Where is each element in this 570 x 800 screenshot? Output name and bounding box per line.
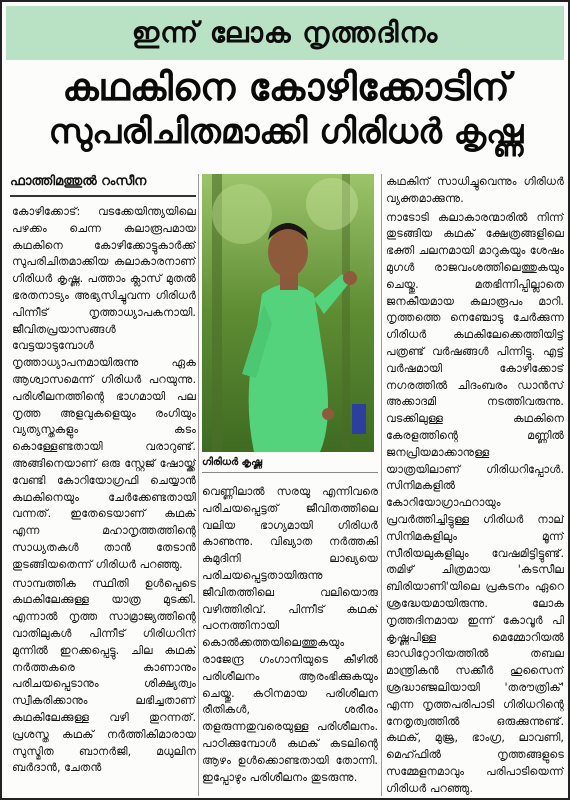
dancer-photo [202,174,374,452]
article-column-2 [202,484,378,794]
byline: ഫാത്തിമത്തുൽ റംസീന [10,174,196,197]
column-divider [381,174,382,796]
paragraph: വെണ്ണിലാൽ സരയു എന്നിവരെ പരിചയപ്പെട്ടത് ജീവിതത്തിലെ വലിയ ഭാഗ്യമായി ഗിരിധർ കാണുന്നു. വിഖ്യാത നർത്തകി കുമുദിനി ലാഖ്യയെ പരിചയപ്പെട്ടതായിരുന്നു ജീവിതത്തിലെ വലിയൊരു വഴിത്തിരിവ്. പിന്നീട് കഥക് പഠനത്തിനായി കൊൽക്കത്തയിലെത്തുകയും രാജേന്ദ്ര ഗംഗാനിയുടെ കീഴിൽ പരിശീലനം ആരംഭിക്കുകയും ചെയ്തു. കഠിനമായ പരിശീലന രീതികൾ, ശരീരം തളരുന്നതുവരെയുള്ള പരിശീലനം. പാഠിക്കുമ്പോൾ കഥക് കടലിന്റെ ആഴം ഉൾക്കൊണ്ടതായി തോന്നി. ഇപ്പോഴും പരിശീലനം തുടരുന്നു. [202,485,378,784]
article-column-3 [386,174,564,796]
paragraph: കോഴിക്കോട്: വടക്കേയിന്ത്യയിലെ പഴക്കം ചെന്ന കലാരൂപമായ കഥകിനെ കോഴിക്കോട്ടുകാർക്ക് സുപരിചിതമാക്കിയ കലാകാരനാണ് ഗിരിധർ കൃഷ്ണ. പത്താം ക്ലാസ് മുതൽ ഭരതനാട്യം അഭ്യസിച്ചുവന്ന ഗിരിധർ പിന്നീട് നൃത്താധ്യാപകനായി. ജീവിതപ്രയാസങ്ങൾ വേട്ടയാടുമ്പോൾ നൃത്താധ്യാപനമായിരുന്നു ഏക ആശ്വാസമെന്ന് ഗിരിധർ പറയുന്നു. പരിശീലനത്തിന്റെ ഭാഗമായി പല നൃത്ത അളവുകളെയും രംഗിയും വ്യത്യസ്തകളും കടം കൊള്ളേണ്ടതായി വരാറുണ്ട്. അങ്ങിനെയാണ് ഒരു സ്റ്റേജ് ഷോയ്ക്ക് വേണ്ടി കോറിയോഗ്രഫി ചെയ്യാൻ കഥകിനെയും ചേർക്കേണ്ടതായി വന്നത്. ഇതേടെയാണ് കഥക് എന്ന മഹാനൃത്തത്തിന്റെ സാധ്യതകൾ താൻ തേടാൻ തുടങ്ങിയതെന്ന് ഗിരിധർ പറഞ്ഞു. [12,205,196,571]
column-divider [198,174,199,796]
paragraph: കഥകിന് സാധിച്ചുവെന്നും ഗിരിധർ വ്യക്തമാക്കുന്നു. [386,175,564,205]
banner-title: ഇന്ന് ലോക നൃത്തദിനം [131,16,439,49]
headline-line-2: സുപരിചിതമാക്കി ഗിരിധർ കൃഷ്ണ [48,112,524,152]
headline-line-1: കഥകിനെ കോഴിക്കോടിന് [62,65,510,109]
paragraph: സാമ്പത്തിക സ്ഥിതി ഉൾപ്പെടെ കഥകിലേക്കുള്ള യാത്ര മുടക്കി. എന്നാൽ നൃത്ത സാമ്രാജ്യത്തിന്റെ വാതിലുകൾ പിന്നീട് ഗിരിധറിന് മുന്നിൽ ഇറക്കപ്പെട്ടു. ചില കഥക് നർത്തകരെ കാണാനും പരിചയപ്പെടാനും ശിക്ഷ്യത്വം സ്വീകരിക്കാനും ലഭിച്ചതാണ് കഥകിലേക്കുള്ള വഴി തുറന്നത്. പ്രശസ്ത കഥക് നർത്തികിമാരായ സുസ്മിത ബാനർജി, മധുലിന ബർദാൻ, ചേതൻ [12,576,196,775]
article-column-1 [12,204,196,794]
paragraph: നാടോടി കലാകാരന്മാരിൽ നിന്ന് തുടങ്ങിയ കഥക് ക്ഷേത്രങ്ങളിലെ ഭക്തി ചലനമായി മാറുകയും ശേഷം മുഗൾ രാജവംശത്തിലെത്തുകയും ചെയ്തു. മതഭിന്നിപ്പില്ലാതെ ജനകീയമായ കലാരൂപം മാറി. നൃത്തത്തെ നെഞ്ചോടു ചേർക്കുന്ന ഗിരിധർ കഥകിലേക്കെത്തിയിട്ട് പത്രണ്ട് വർഷങ്ങൾ പിന്നിട്ടു. എട്ട് വർഷമായി കോഴിക്കോട് നഗരത്തിൽ ചിദംബരം ഡാൻസ് അക്കാദമി നടത്തിവരുന്നു. വടക്കിലുള്ള കഥകിനെ കേരളത്തിന്റെ മണ്ണിൽ ജനപ്രിയമാക്കാനുള്ള യാത്രയിലാണ് ഗിരിധറിപ്പോൾ. സിനിമകളിൽ കോറിയോഗ്രാഫറായും പ്രവർത്തിച്ചിട്ടുള്ള ഗിരിധർ നാല് സിനിമകളിലും മൂന്ന് സീരിയലുകളിലും വേഷമിട്ടിട്ടുണ്ട്. തമിഴ് ചിത്രമായ 'കടസീല ബിരിയാണി'യിലെ പ്രകടനം ഏറെ ശ്രദ്ധേയമായിരുന്നു. ലോക നൃത്തദിനമായ ഇന്ന് കോവൂർ പി കൃഷ്ണപിള്ള മെമ്മോറിയൽ ഓഡിറ്റോറിയത്തിൽ തബല മാന്ത്രികൻ സക്കീർ ഹുസൈന് ശ്രദ്ധാഞ്ജലിയായി 'തരൗത്രിക്' എന്ന നൃത്തപരിപാടി ഗിരിധറിന്റെ നേതൃത്വത്തിൽ ഒരുക്കുന്നുണ്ട്. കഥക്, മുജ്ര, ഭാംഗ്ര, ലാവണി, മെഹ്ഫിൽ നൃത്തങ്ങളുടെ സമ്മേളനമാവും പരിപാടിയെന്ന് ഗിരിധർ പറഞ്ഞു. [386,210,564,795]
headline [8,64,564,154]
dance-day-banner [6,6,564,60]
photo-caption: ഗിരിധർ കൃഷ്ണ [202,457,378,473]
